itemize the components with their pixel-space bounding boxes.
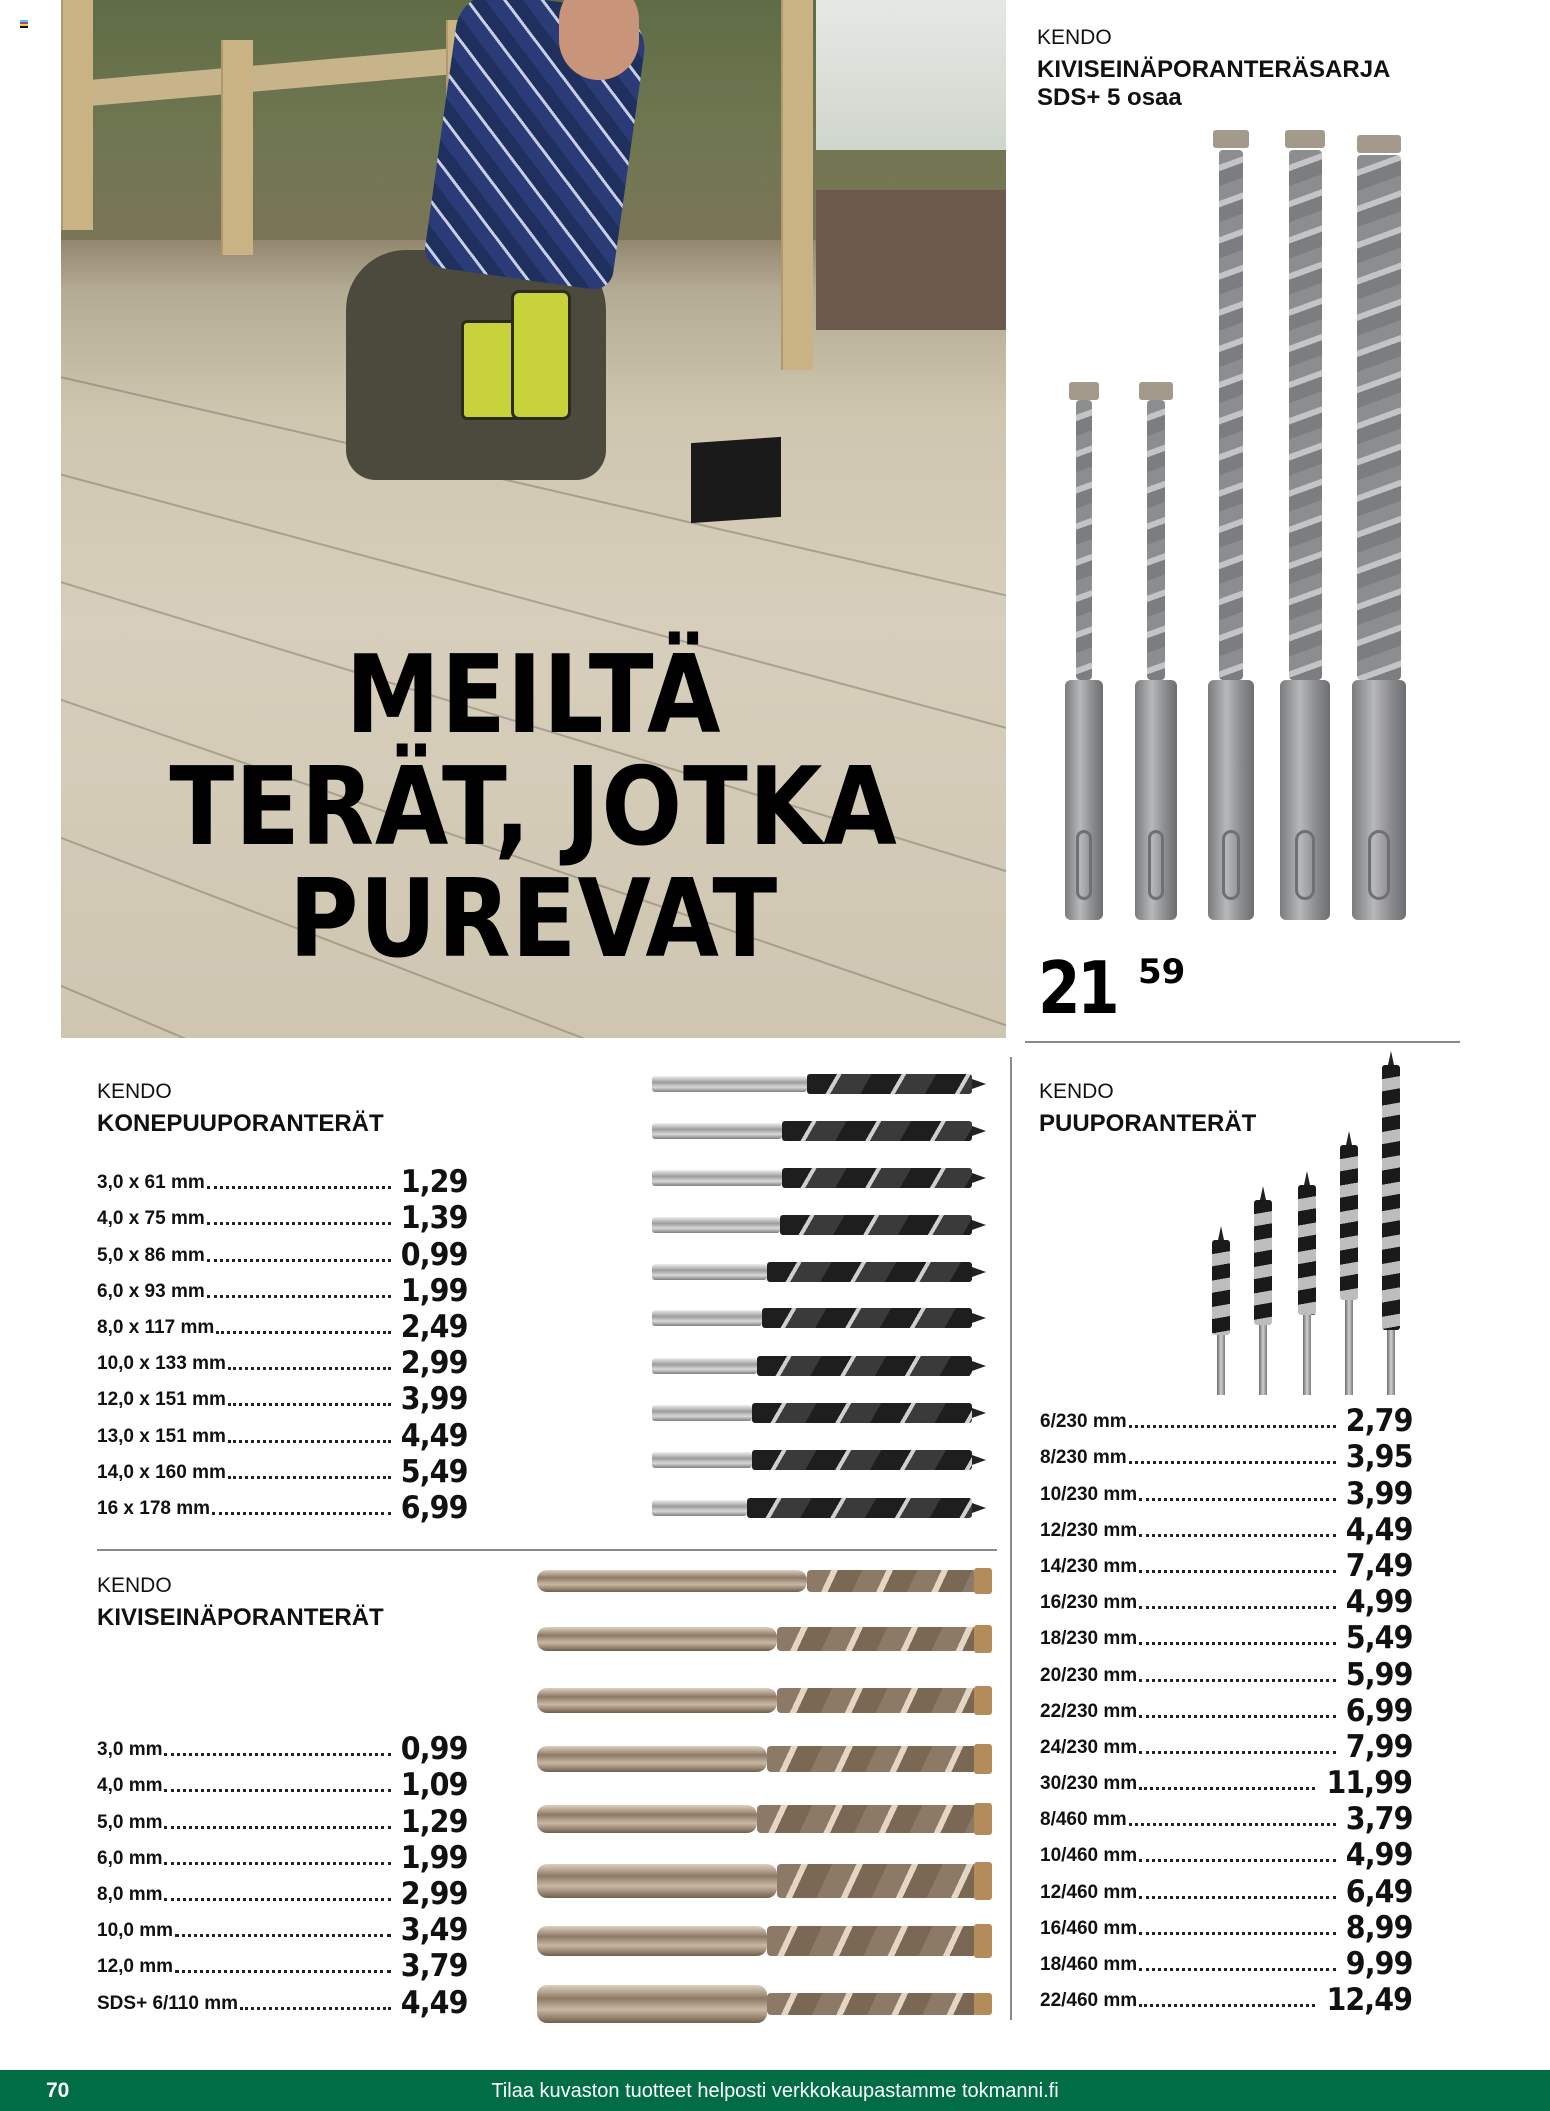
set-name-line2: SDS+ 5 osaa bbox=[1037, 84, 1182, 111]
auger-price-list bbox=[1040, 1402, 1412, 2017]
sds-bit-small bbox=[1065, 380, 1103, 920]
price-row: 12,0 mm 3,79 bbox=[97, 1948, 467, 1985]
price-row: 3,0 mm 0,99 bbox=[97, 1731, 467, 1768]
price-row: 8/460 mm 3,79 bbox=[1040, 1801, 1412, 1838]
sds-bit-medium bbox=[1208, 130, 1254, 920]
price-row: 16/230 mm 4,99 bbox=[1040, 1584, 1412, 1621]
price-row: 18/460 mm 9,99 bbox=[1040, 1946, 1412, 1982]
masonry-bits-heading bbox=[97, 1574, 384, 1632]
wood-machine-name: KONEPUUPORANTERÄT bbox=[97, 1110, 384, 1137]
sds-bit-large bbox=[1280, 130, 1330, 920]
wood-machine-bits-heading bbox=[97, 1080, 384, 1138]
price-row: 16/460 mm 8,99 bbox=[1040, 1909, 1412, 1946]
price-row: 14,0 x 160 mm 5,49 bbox=[97, 1453, 467, 1490]
price-row: 12/460 mm 6,49 bbox=[1040, 1873, 1412, 1910]
footer-bar bbox=[0, 2070, 1550, 2111]
background-sky bbox=[816, 0, 1006, 150]
auger-bit-long bbox=[1382, 1050, 1400, 1395]
set-brand: KENDO bbox=[1037, 26, 1112, 49]
headline-line-2: TERÄT, JOTKA bbox=[169, 745, 898, 870]
masonry-price-list bbox=[97, 1730, 467, 2020]
price-row: 8/230 mm 3,95 bbox=[1040, 1439, 1412, 1476]
screw-box bbox=[691, 437, 781, 523]
divider-vertical bbox=[1010, 1057, 1012, 2020]
sds-bit-small-2 bbox=[1135, 380, 1177, 920]
hero-headline bbox=[118, 633, 950, 982]
price-row: 24/230 mm 7,99 bbox=[1040, 1728, 1412, 1765]
auger-bit bbox=[1254, 1185, 1272, 1395]
price-row: 6/230 mm 2,79 bbox=[1040, 1403, 1412, 1440]
masonry-bit bbox=[537, 1926, 992, 1956]
auger-bit bbox=[1298, 1170, 1316, 1395]
price-row: 10/460 mm 4,99 bbox=[1040, 1837, 1412, 1874]
masonry-bit bbox=[537, 1627, 992, 1651]
price-row: 4,0 mm 1,09 bbox=[97, 1767, 467, 1804]
price-row: 18/230 mm 5,49 bbox=[1040, 1620, 1412, 1657]
footer-tagline[interactable]: Tilaa kuvaston tuotteet helposti verkkokaupastamme tokmanni.fi bbox=[491, 2080, 1059, 2102]
wood-bit bbox=[652, 1355, 987, 1377]
masonry-brand: KENDO bbox=[97, 1574, 172, 1597]
price-row: 14/230 mm 7,49 bbox=[1040, 1547, 1412, 1584]
wood-bit bbox=[652, 1073, 987, 1095]
wood-bit bbox=[652, 1261, 987, 1283]
person-head bbox=[559, 0, 639, 80]
set-price-cents: 59 bbox=[1138, 952, 1186, 992]
masonry-bit bbox=[537, 1805, 992, 1833]
wood-machine-price-list bbox=[97, 1163, 467, 1525]
price-row: 10/230 mm 3,99 bbox=[1040, 1475, 1412, 1512]
wood-machine-brand: KENDO bbox=[97, 1080, 172, 1103]
masonry-bit bbox=[537, 1688, 992, 1713]
cordless-drill bbox=[511, 290, 571, 420]
price-row: 6,0 mm 1,99 bbox=[97, 1839, 467, 1876]
auger-brand: KENDO bbox=[1039, 1080, 1114, 1103]
price-row: 5,0 mm 1,29 bbox=[97, 1803, 467, 1840]
sds-masonry-bit bbox=[537, 1985, 992, 2023]
auger-name: PUUPORANTERÄT bbox=[1039, 1110, 1257, 1137]
masonry-bit bbox=[537, 1570, 992, 1592]
price-row: 22/460 mm 12,49 bbox=[1040, 1982, 1412, 2019]
wood-bit bbox=[652, 1497, 987, 1519]
price-row: 10,0 x 133 mm 2,99 bbox=[97, 1345, 467, 1382]
auger-bit bbox=[1212, 1225, 1230, 1395]
wood-bit bbox=[652, 1167, 987, 1189]
masonry-name: KIVISEINÄPORANTERÄT bbox=[97, 1604, 384, 1631]
auger-bits-image bbox=[1190, 1050, 1430, 1395]
divider-left-middle bbox=[97, 1549, 997, 1551]
fence-post bbox=[221, 40, 253, 255]
fence-post bbox=[781, 0, 813, 370]
price-row: 3,0 x 61 mm 1,29 bbox=[97, 1164, 467, 1201]
background-field bbox=[816, 190, 1006, 330]
print-color-mark bbox=[20, 20, 28, 28]
sds-bit-set-image bbox=[1045, 120, 1415, 920]
masonry-bit bbox=[537, 1864, 992, 1898]
set-price bbox=[1038, 946, 1186, 1030]
sds-bit-xlarge bbox=[1352, 135, 1406, 920]
set-product-heading bbox=[1037, 26, 1390, 112]
divider-right-top bbox=[1025, 1041, 1460, 1043]
price-row: 16 x 178 mm 6,99 bbox=[97, 1489, 467, 1526]
set-price-euros: 21 bbox=[1038, 946, 1117, 1030]
set-name-line1: KIVISEINÄPORANTERÄSARJA bbox=[1037, 56, 1391, 83]
price-row: 20/230 mm 5,99 bbox=[1040, 1656, 1412, 1693]
wood-bit bbox=[652, 1120, 987, 1142]
headline-line-3: PUREVAT bbox=[288, 857, 779, 982]
masonry-bit bbox=[537, 1746, 992, 1772]
price-row: 8,0 x 117 mm 2,49 bbox=[97, 1308, 467, 1345]
price-row: 5,0 x 86 mm 0,99 bbox=[97, 1236, 467, 1273]
wood-bit bbox=[652, 1307, 987, 1329]
wood-bit bbox=[652, 1402, 987, 1424]
price-row: 4,0 x 75 mm 1,39 bbox=[97, 1200, 467, 1237]
price-row: 13,0 x 151 mm 4,49 bbox=[97, 1417, 467, 1454]
fence-post bbox=[61, 0, 93, 230]
headline-line-1: MEILTÄ bbox=[345, 633, 722, 758]
auger-bit bbox=[1340, 1130, 1358, 1395]
wood-bit bbox=[652, 1449, 987, 1471]
price-row: 12,0 x 151 mm 3,99 bbox=[97, 1381, 467, 1418]
wood-bit bbox=[652, 1214, 987, 1236]
price-row: 30/230 mm 11,99 bbox=[1040, 1765, 1412, 1802]
price-row: 12/230 mm 4,49 bbox=[1040, 1511, 1412, 1548]
page-number: 70 bbox=[46, 2079, 70, 2102]
price-row: 8,0 mm 2,99 bbox=[97, 1875, 467, 1912]
price-row: 6,0 x 93 mm 1,99 bbox=[97, 1272, 467, 1309]
price-row: 10,0 mm 3,49 bbox=[97, 1912, 467, 1949]
price-row: 22/230 mm 6,99 bbox=[1040, 1692, 1412, 1729]
price-row: SDS+ 6/110 mm 4,49 bbox=[97, 1984, 467, 2021]
